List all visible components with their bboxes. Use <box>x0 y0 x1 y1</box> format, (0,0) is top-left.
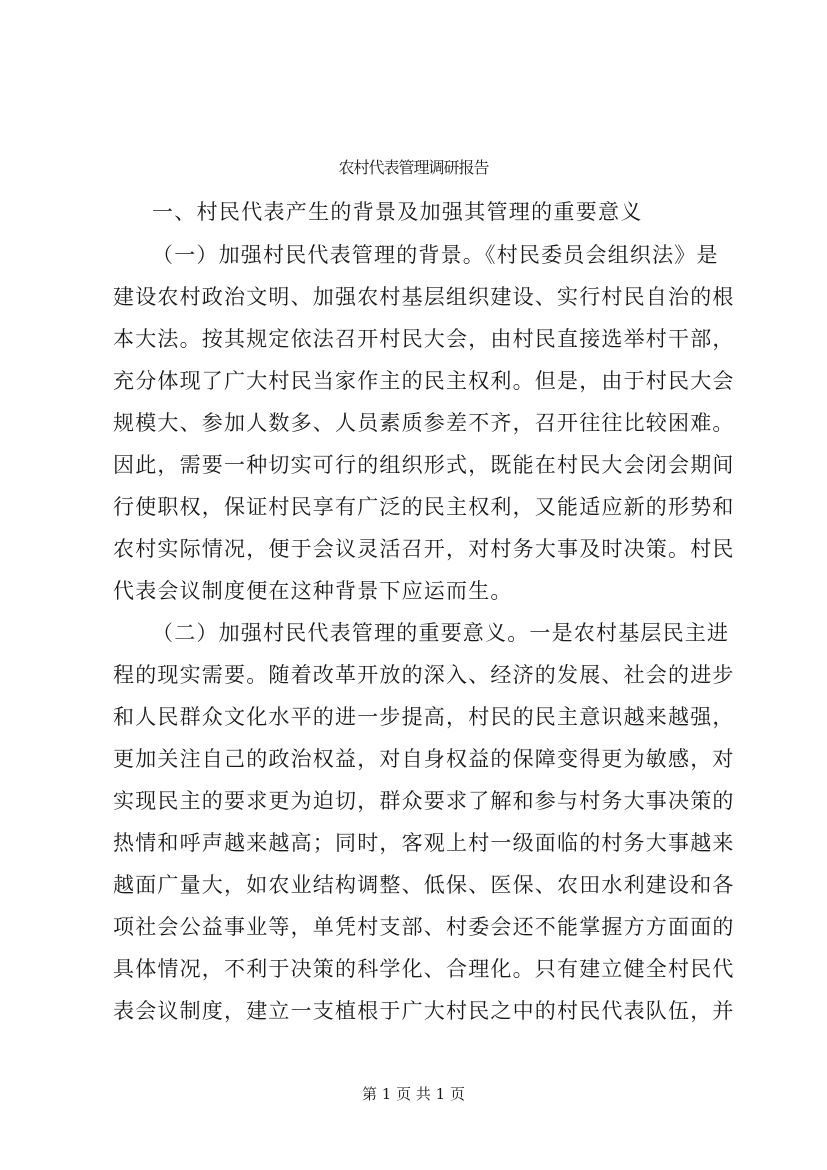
page-footer: 第 1 页 共 1 页 <box>362 1085 465 1103</box>
page-title: 农村代表管理调研报告 <box>338 158 489 177</box>
paragraph-line: 本大法。按其规定依法召开村民大会，由村民直接选举村干部， <box>113 327 735 351</box>
paragraph-line: 充分体现了广大村民当家作主的民主权利。但是，由于村民大会 <box>113 369 735 393</box>
paragraph-line: 表会议制度，建立一支植根于广大村民之中的村民代表队伍，并 <box>113 999 735 1023</box>
paragraph-line: 项社会公益事业等，单凭村支部、村委会还不能掌握方方面面的 <box>113 915 735 939</box>
section-heading: 一、村民代表产生的背景及加强其管理的重要意义 <box>152 200 643 224</box>
paragraph-line: 因此，需要一种切实可行的组织形式，既能在村民大会闭会期间 <box>113 453 735 477</box>
paragraph-line: 行使职权，保证村民享有广泛的民主权利，又能适应新的形势和 <box>113 495 735 519</box>
paragraph-line: 热情和呼声越来越高；同时，客观上村一级面临的村务大事越来 <box>113 831 735 855</box>
paragraph-line: 越面广量大，如农业结构调整、低保、医保、农田水利建设和各 <box>113 873 735 897</box>
paragraph-line: 更加关注自己的政治权益，对自身权益的保障变得更为敏感，对 <box>113 747 735 771</box>
paragraph-line: 规模大、参加人数多、人员素质参差不齐，召开往往比较困难。 <box>113 411 735 435</box>
paragraph-line: （一）加强村民代表管理的背景。《村民委员会组织法》是 <box>152 243 719 267</box>
paragraph-line: （二）加强村民代表管理的重要意义。一是农村基层民主进 <box>152 621 730 645</box>
paragraph-line: 建设农村政治文明、加强农村基层组织建设、实行村民自治的根 <box>113 285 735 309</box>
paragraph-line: 和人民群众文化水平的进一步提高，村民的民主意识越来越强， <box>113 705 735 729</box>
paragraph-line: 实现民主的要求更为迫切，群众要求了解和参与村务大事决策的 <box>113 789 735 813</box>
paragraph-line: 代表会议制度便在这种背景下应运而生。 <box>113 579 513 603</box>
paragraph-line: 程的现实需要。随着改革开放的深入、经济的发展、社会的进步 <box>113 663 735 687</box>
paragraph-line: 具体情况，不利于决策的科学化、合理化。只有建立健全村民代 <box>113 957 735 981</box>
paragraph-line: 农村实际情况，便于会议灵活召开，对村务大事及时决策。村民 <box>113 537 735 561</box>
